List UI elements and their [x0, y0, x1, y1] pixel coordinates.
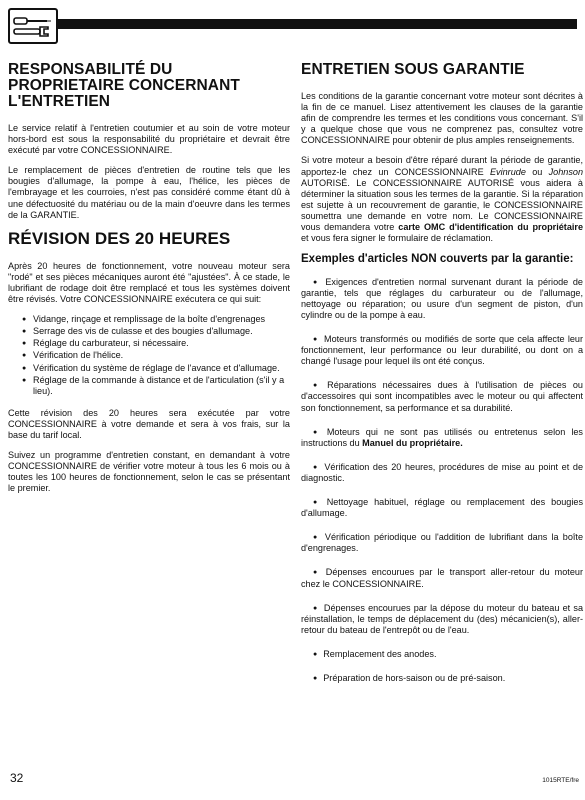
service-list — [8, 314, 290, 397]
paragraph: Cette révision des 20 heures sera exécutée par votre CONCESSIONNAIRE à votre demande et sera à vos frais, sur la base du tarif local. — [8, 407, 290, 440]
list-item: ● Réglage de la commande à distance et de l'articulation (s'il y a lieu). — [22, 375, 290, 397]
list-item: ● Remplacement des anodes. — [313, 648, 437, 659]
section-title-warranty-service: ENTRETIEN SOUS GARANTIE — [301, 61, 525, 78]
left-column — [8, 62, 290, 503]
paragraph: Les conditions de la garantie concernant votre moteur sont décrites à la fin de ce manuel. Lisez attentivement les clauses de la garantie afin de comprendre les termes et les conditions vous concernant. S'il y a quelque chose que vous ne comprenez pas, consultez votre CONCESSIONNAIRE pour obtenir de plus amples renseignements. — [301, 91, 583, 146]
section-title-owner-responsibility: RESPONSABILITÉ DU PROPRIETAIRE CONCERNANT L'ENTRETIEN — [8, 61, 240, 110]
list-item: ● Vérification du système de réglage de l'avance et d'allumage. — [22, 363, 290, 374]
brand-johnson: Johnson — [548, 166, 584, 177]
paragraph: Suivez un programme d'entretien constant, en demandant à votre CONCESSIONNAIRE de vérifier votre moteur à tous les 6 mois ou à toutes les 100 heures de fonctionnement, selon le cas se présentant le premier. — [8, 450, 290, 494]
list-item: ● Dépenses encourues par la dépose du moteur du bateau et sa réinstallation, le temps de déplacement du (des) mécanicien(s), aller-retour du bateau de l'entrepôt ou de l'eau. — [301, 602, 583, 635]
bullet-icon: ● — [313, 278, 320, 286]
subsection-title-not-covered: Exemples d'articles NON couverts par la garantie: — [301, 253, 574, 266]
bullet-icon: ● — [313, 650, 318, 658]
list-item: ● Vérification de l'hélice. — [22, 350, 290, 361]
list-item: ● Serrage des vis de culasse et des bougies d'allumage. — [22, 326, 290, 337]
list-item: ● Moteurs transformés ou modifiés de sorte que cela affecte leur fonctionnement, leur performance ou leur durabilité, ou dont on a changé l'usage pour lequel ils ont été conçus. — [301, 334, 583, 367]
document-code: 1015RTE/fre — [542, 777, 579, 784]
owner-id-card: carte OMC d'identification du propriétaire — [398, 222, 583, 233]
right-column — [301, 62, 583, 697]
section-title-20-hour-check: RÉVISION DES 20 HEURES — [8, 228, 231, 248]
bullet-icon: ● — [313, 428, 321, 436]
bullet-icon: ● — [313, 569, 320, 577]
owner-manual-ref: Manuel du propriétaire. — [362, 437, 463, 448]
list-item: ● Réparations nécessaires dues à l'utilisation de pièces ou d'accessoires qui sont incompatibles avec le moteur ou qui affectent son fonctionnement, sa performance et sa durabilité. — [301, 380, 583, 413]
paragraph: Le remplacement de pièces d'entretien de routine tels que les bougies d'allumage, la pompe à eau, l'hélice, les pièces de l'embrayage et les courroies, n'est pas considéré comme étant dû à une défectuosité du matériau ou de la main d'oeuvre dans les termes de la GARANTIE. — [8, 165, 290, 220]
paragraph: Le service relatif à l'entretien coutumier et au soin de votre moteur hors-bord est sous la responsabilité du propriétaire et devrait être exécuté par votre CONCESSIONNAIRE. — [8, 123, 290, 156]
bullet-icon: ● — [313, 604, 318, 612]
list-item: ● Réglage du carburateur, si nécessaire. — [22, 338, 290, 349]
not-covered-list — [301, 277, 583, 684]
bullet-icon: ● — [313, 382, 322, 390]
paragraph: Si votre moteur a besoin d'être réparé durant la période de garantie, apportez-le chez un CONCESSIONNAIRE Evinrude ou Johnson AUTORISÉ. Le CONCESSIONNAIRE AUTORISÉ vous aidera à déterminer la situation sous les termes de la garantie. Si la réparation est sujette à un recouvrement de garantie, le CONCESSIONNAIRE soumettra une demande en votre nom. Le CONCESSIONNAIRE vous demandera votre carte OMC d'identification du propriétaire et vous fera signer le formulaire de réclamation. — [301, 155, 584, 244]
bullet-icon: ● — [313, 499, 321, 507]
list-item: ● Exigences d'entretien normal survenant durant la période de garantie, tels que réglages du carburateur ou de l'allumage, nettoyage ou réparation; ou usure d'un segment de piston, d'un cylindre ou de la pompe à eau. — [301, 276, 583, 320]
page-number: 32 — [10, 771, 24, 785]
header-rule — [58, 19, 577, 29]
list-item: ● Nettoyage habituel, réglage ou remplacement des bougies d'allumage. — [301, 497, 583, 519]
bullet-icon: ● — [313, 336, 318, 344]
paragraph: Après 20 heures de fonctionnement, votre nouveau moteur sera "rodé" et ses pièces mécaniques auront été "ajustées". À ce stade, le lubrifiant de rodage doit être remplacé et tous les systèmes doivent être révisés. Votre CONCESSIONNAIRE exécutera ce qui suit: — [8, 260, 290, 305]
bullet-icon: ● — [313, 674, 318, 682]
bullet-icon: ● — [313, 463, 319, 471]
list-item: ● Vérification des 20 heures, procédures de mise au point et de diagnostic. — [301, 461, 583, 483]
list-item: ● Dépenses encourues par le transport aller-retour du moteur chez le CONCESSIONNAIRE. — [301, 567, 583, 589]
screwdriver-wrench-icon — [8, 8, 58, 44]
list-item: ● Préparation de hors-saison ou de pré-saison. — [313, 672, 506, 683]
list-item: ● Moteurs qui ne sont pas utilisés ou entretenus selon les instructions du Manuel du propriétaire. — [301, 426, 583, 448]
brand-evinrude: Evinrude — [489, 166, 526, 177]
list-item: ● Vidange, rinçage et remplissage de la boîte d'engrenages — [22, 314, 290, 325]
bullet-icon: ● — [313, 534, 319, 542]
list-item: ● Vérification périodique ou l'addition de lubrifiant dans la boîte d'engrenages. — [301, 532, 584, 554]
